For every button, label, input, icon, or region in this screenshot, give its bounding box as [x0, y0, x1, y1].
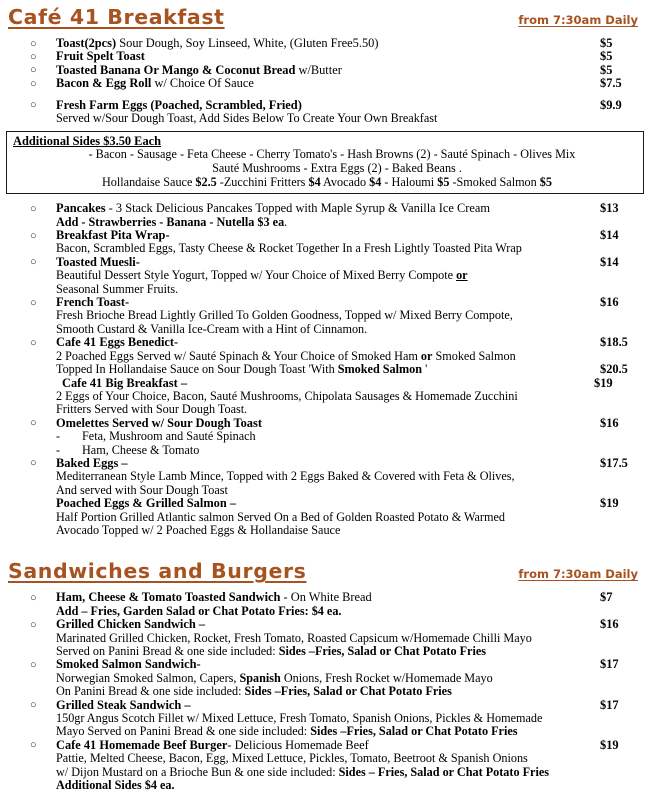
dash-icon: -	[56, 442, 61, 457]
item-description: Served w/Sour Dough Toast, Add Sides Below To Create Your Own Breakfast	[56, 111, 438, 126]
item-description-2	[56, 363, 644, 376]
menu-item-eggs-benedict	[0, 336, 650, 376]
item-desc-part: w/ Dijon Mustard on a Brioche Bun & one side included:	[56, 764, 339, 779]
item-name: Fresh Farm Eggs (Poached, Scrambled, Fried)	[56, 97, 302, 112]
item-price: $16	[600, 415, 619, 430]
menu-item-line	[56, 618, 644, 631]
menu-item-smoked-salmon-sandwich	[0, 658, 650, 698]
menu-item-line	[56, 64, 644, 77]
item-additional-sides	[56, 779, 644, 792]
item-sides-label: Sides – Fries, Salad or Chat Potato Fries	[338, 764, 549, 779]
item-description: Pattie, Melted Cheese, Bacon, Egg, Mixed Lettuce, Pickles, Tomato, Beetroot & Spanish Onions	[56, 751, 528, 766]
item-name: Bacon & Egg Roll	[56, 76, 152, 91]
additional-sides-title: Additional Sides $3.50 Each	[13, 134, 162, 149]
item-name: Breakfast Pita Wrap-	[56, 228, 170, 243]
item-additional-sides-label: Additional Sides $4 ea.	[56, 778, 175, 792]
item-description-2: Fritters Served with Sour Dough Toast.	[56, 402, 248, 417]
menu-item-line	[56, 417, 644, 430]
additional-sides-line-1: - Bacon - Sausage - Feta Cheese - Cherry Tomato's - Hash Browns (2) - Sauté Spinach - Olives Mix	[88, 147, 576, 162]
item-price: $13	[600, 201, 619, 216]
item-description: Bacon, Scrambled Eggs, Tasty Cheese & Rocket Together In a Fresh Lightly Toasted Pita Wrap	[56, 241, 522, 256]
sides-haloumi-price: $5	[437, 174, 450, 189]
menu-item-line	[56, 229, 644, 242]
menu-item-line	[56, 377, 644, 390]
bullet-icon: ○	[30, 739, 37, 752]
item-desc-part: 2 Poached Eggs Served w/ Sauté Spinach & Your Choice of Smoked Ham	[56, 348, 421, 363]
item-name: Omelettes Served w/ Sour Dough Toast	[56, 415, 262, 430]
menu-item-pancakes	[0, 202, 650, 229]
menu-item-toast	[0, 37, 650, 50]
item-desc: Sour Dough, Soy Linseed, White, (Gluten Free5.50)	[116, 36, 379, 50]
menu-item-omelettes	[0, 417, 650, 457]
item-price: $19	[600, 496, 619, 511]
sides-hollandaise-price: $2.5	[195, 174, 217, 189]
item-description	[56, 350, 644, 363]
item-sides-label: Sides –Fries, Salad or Chat Potato Fries	[244, 684, 452, 699]
item-desc-bold: Smoked Salmon	[337, 362, 423, 377]
omelette-option-label: Feta, Mushroom and Sauté Spinach	[82, 429, 256, 444]
sides-haloumi-label: - Haloumi	[381, 174, 438, 189]
item-name: Grilled Chicken Sandwich –	[56, 617, 206, 632]
item-price: $16	[600, 295, 619, 310]
item-price: $19	[600, 737, 619, 752]
sides-avocado-label: Avocado	[320, 174, 370, 189]
additional-sides-box	[6, 131, 644, 194]
bullet-icon: ○	[30, 64, 37, 77]
item-name: Cafe 41 Homemade Beef Burger	[56, 737, 228, 752]
item-desc-part: Topped In Hollandaise Sauce on Sour Dough Toast 'With	[56, 362, 338, 377]
item-desc: - 3 Stack Delicious Pancakes Topped with Maple Syrup & Vanilla Ice Cream	[105, 201, 490, 216]
menu-item-homemade-beef-burger	[0, 739, 650, 792]
item-price: $19	[594, 375, 613, 390]
menu-item-line	[56, 50, 644, 63]
sides-hollandaise-label: Hollandaise Sauce	[102, 174, 196, 189]
bullet-icon: ○	[30, 256, 37, 269]
item-price: $17	[600, 657, 619, 672]
menu-item-fruit-spelt-toast	[0, 50, 650, 63]
item-desc-or: or	[456, 268, 468, 283]
item-desc: - On White Bread	[280, 590, 372, 605]
menu-item-line	[56, 457, 644, 470]
item-price: $17.5	[600, 455, 628, 470]
item-price: $5	[600, 62, 613, 77]
menu-item-line	[56, 99, 644, 112]
item-description: Fresh Brioche Bread Lightly Grilled To Golden Goodness, Topped w/ Mixed Berry Compote,	[56, 308, 513, 323]
item-name: Poached Eggs & Grilled Salmon –	[56, 496, 237, 511]
sandwiches-section-header	[0, 559, 650, 583]
item-price: $16	[600, 617, 619, 632]
bullet-icon: ○	[30, 699, 37, 712]
menu-item-big-breakfast	[0, 377, 650, 417]
menu-item-line	[56, 591, 644, 604]
menu-item-line	[56, 296, 644, 309]
menu-item-line	[56, 256, 644, 269]
sides-zucchini-label: -Zucchini Fritters	[216, 174, 309, 189]
item-desc: w/ Choice Of Sauce	[151, 76, 254, 91]
item-description-2	[56, 725, 644, 738]
item-description-2: Seasonal Summer Fruits.	[56, 281, 179, 296]
bullet-icon: ○	[30, 618, 37, 631]
item-desc-part-2: Onions, Fresh Rocket w/Homemade Mayo	[280, 670, 493, 685]
item-description-2: And served with Sour Dough Toast	[56, 482, 228, 497]
item-addon	[56, 605, 644, 618]
bullet-icon: ○	[30, 202, 37, 215]
item-price: $17	[600, 697, 619, 712]
item-price-alt: $20.5	[600, 362, 628, 377]
item-price: $18.5	[600, 335, 628, 350]
item-addon-tail: .	[284, 214, 288, 229]
sides-smoked-salmon-price: $5	[539, 174, 552, 189]
item-name: Smoked Salmon Sandwich-	[56, 657, 201, 672]
item-price: $5	[600, 36, 613, 50]
item-sides-label: Sides –Fries, Salad or Chat Potato Fries	[278, 644, 487, 658]
bullet-icon: ○	[30, 296, 37, 309]
menu-item-baked-eggs	[0, 457, 650, 497]
item-addon	[56, 216, 644, 229]
item-name: French Toast-	[56, 295, 130, 310]
breakfast-section-header	[0, 5, 650, 29]
item-desc-part: Beautiful Dessert Style Yogurt, Topped w/ Your Choice of Mixed Berry Compote	[56, 268, 457, 283]
item-name: Toasted Muesli-	[56, 254, 140, 269]
bullet-icon: ○	[30, 336, 37, 349]
bullet-icon: ○	[30, 77, 37, 90]
bullet-icon: ○	[30, 229, 37, 242]
item-description: 2 Eggs of Your Choice, Bacon, Sauté Mushrooms, Chipolata Sausages & Homemade Zucchini	[56, 388, 518, 403]
menu-item-line	[56, 37, 644, 50]
item-addon-bold: Add - Strawberries - Banana - Nutella $3 ea	[56, 214, 285, 229]
item-price: $9.9	[600, 97, 622, 112]
menu-item-grilled-steak-sandwich	[0, 699, 650, 739]
bullet-icon: ○	[30, 99, 37, 112]
bullet-icon: ○	[30, 417, 37, 430]
omelette-option	[56, 444, 644, 457]
item-desc-part-2: '	[422, 362, 428, 377]
item-price: $14	[600, 228, 619, 243]
sides-zucchini-price: $4	[308, 174, 321, 189]
item-name: Grilled Steak Sandwich –	[56, 697, 191, 712]
omelette-option	[56, 430, 644, 443]
sides-smoked-salmon-label: -Smoked Salmon	[449, 174, 540, 189]
item-name: Cafe 41 Eggs Benedict-	[56, 335, 179, 350]
item-price: $14	[600, 254, 619, 269]
breakfast-hours: from 7:30am Daily	[518, 13, 638, 27]
menu-item-line	[56, 658, 644, 671]
item-description-2: Avocado Topped w/ 2 Poached Eggs & Hollandaise Sauce	[56, 522, 341, 537]
item-description-2: Smooth Custard & Vanilla Ice-Cream with a Hint of Cinnamon.	[56, 321, 368, 336]
item-desc-part: On Panini Bread & one side included:	[56, 684, 245, 699]
item-price: $7.5	[600, 76, 622, 91]
sandwiches-item-list	[0, 591, 650, 792]
menu-item-line	[56, 739, 644, 752]
omelette-option-label: Ham, Cheese & Tomato	[82, 442, 200, 457]
page-title: Café 41 Breakfast	[8, 5, 225, 29]
additional-sides-line-2: Sauté Mushrooms - Extra Eggs (2) - Baked Beans .	[212, 161, 462, 176]
item-desc: - Delicious Homemade Beef	[227, 737, 369, 752]
item-price: $5	[600, 49, 613, 64]
sandwiches-title: Sandwiches and Burgers	[8, 559, 307, 584]
dash-icon: -	[56, 429, 61, 444]
menu-item-banana-mango-bread	[0, 64, 650, 77]
item-addon-label: Add – Fries, Garden Salad or Chat Potato Fries: $4 ea.	[56, 603, 342, 618]
item-desc-part: Served on Panini Bread & one side included:	[56, 644, 279, 658]
menu-item-line	[56, 77, 644, 90]
menu-item-line	[56, 699, 644, 712]
menu-item-ham-cheese-tomato-sandwich	[0, 591, 650, 618]
item-name: Baked Eggs –	[56, 455, 128, 470]
menu-item-line	[56, 497, 644, 510]
bullet-icon: ○	[30, 37, 37, 50]
bullet-icon: ○	[30, 658, 37, 671]
menu-item-toasted-muesli	[0, 256, 650, 296]
item-desc-part: Mayo Served on Panini Bread & one side included:	[56, 724, 311, 739]
sides-avocado-price: $4	[369, 174, 382, 189]
item-sides-label: Sides –Fries, Salad or Chat Potato Fries	[310, 724, 518, 739]
additional-sides-line-3	[11, 176, 639, 190]
item-description	[56, 672, 644, 685]
item-description: Mediterranean Style Lamb Mince, Topped with 2 Eggs Baked & Covered with Feta & Olives,	[56, 469, 515, 484]
bullet-icon: ○	[30, 50, 37, 63]
menu-item-fresh-farm-eggs	[0, 99, 650, 126]
bullet-icon: ○	[30, 591, 37, 604]
menu-item-line	[56, 336, 644, 349]
item-description-2	[56, 766, 644, 779]
item-name: Ham, Cheese & Tomato Toasted Sandwich	[56, 590, 281, 605]
menu-item-french-toast	[0, 296, 650, 336]
item-desc-part-2: Smoked Salmon	[432, 348, 516, 363]
item-desc-bold: Spanish	[239, 670, 281, 685]
item-description: 150gr Angus Scotch Fillet w/ Mixed Lettuce, Fresh Tomato, Spanish Onions, Pickles & Homemade	[56, 711, 543, 726]
item-name: Pancakes	[56, 201, 106, 216]
item-description	[56, 269, 644, 282]
sandwiches-hours: from 7:30am Daily	[518, 567, 638, 582]
bullet-icon: ○	[30, 457, 37, 470]
item-name: Fruit Spelt Toast	[56, 49, 145, 64]
item-name: Toasted Banana Or Mango & Coconut Bread	[56, 62, 296, 77]
item-desc-or: or	[420, 348, 433, 363]
item-desc-part: Norwegian Smoked Salmon, Capers,	[56, 670, 240, 685]
item-description: Half Portion Grilled Atlantic salmon Served On a Bed of Golden Roasted Potato & Warmed	[56, 509, 505, 524]
menu-item-line	[56, 202, 644, 215]
item-description-2	[56, 685, 644, 698]
menu-item-bacon-egg-roll	[0, 77, 650, 90]
item-name: Toast(2pcs)	[56, 36, 117, 50]
item-description-2	[56, 645, 644, 658]
menu-item-breakfast-pita-wrap	[0, 229, 650, 256]
breakfast-item-list	[0, 37, 650, 125]
breakfast-mains-list	[0, 202, 650, 537]
menu-item-grilled-chicken-sandwich	[0, 618, 650, 658]
item-desc: w/Butter	[295, 62, 342, 77]
item-name: Cafe 41 Big Breakfast –	[62, 375, 188, 390]
item-description: Marinated Grilled Chicken, Rocket, Fresh Tomato, Roasted Capsicum w/Homemade Chilli Mayo	[56, 630, 532, 645]
menu-item-poached-eggs-grilled-salmon	[0, 497, 650, 537]
item-price: $7	[600, 590, 613, 605]
